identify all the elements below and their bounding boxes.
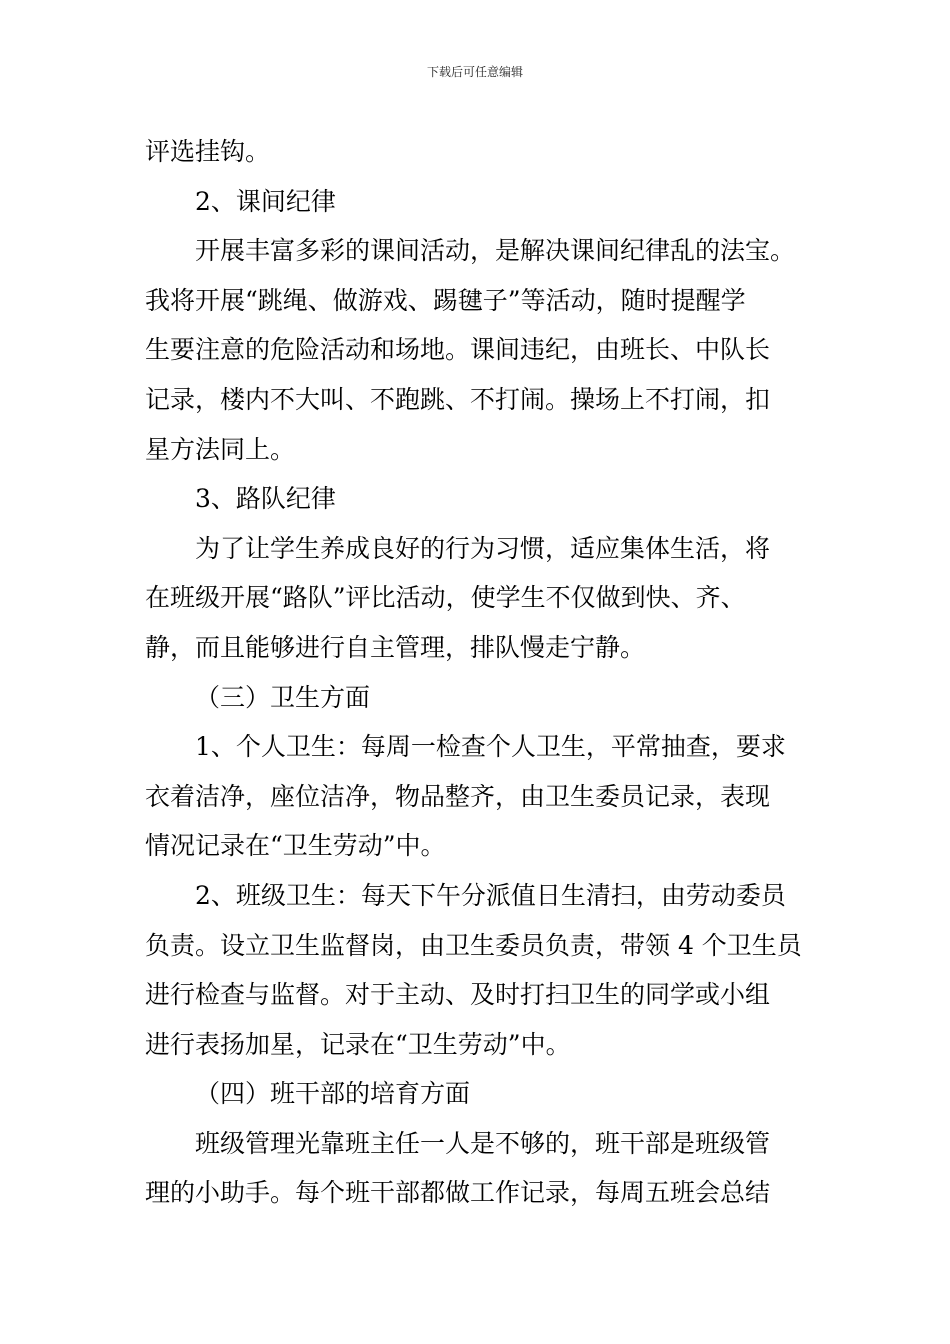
page-header: 下载后可任意编辑 [426, 65, 523, 79]
text-line: 开展丰富多彩的课间活动，是解决课间纪律乱的法宝。 [195, 236, 796, 266]
text-line: 在班级开展“路队”评比活动，使学生不仅做到快、齐、 [145, 583, 746, 613]
text-line: 班级管理光靠班主任一人是不够的，班干部是班级管 [195, 1128, 771, 1158]
text-line: 评选挂钩。 [145, 137, 271, 166]
text-line: 记录，楼内不大叫、不跑跳、不打闹。操场上不打闹，扣 [145, 384, 771, 414]
text-line: 进行检查与监督。对于主动、及时打扫卫生的同学或小组 [145, 980, 771, 1010]
section-heading: 2、课间纪律 [195, 186, 336, 216]
text-line: 生要注意的危险活动和场地。课间违纪，由班长、中队长 [145, 335, 771, 365]
text-line: 星方法同上。 [145, 434, 296, 464]
section-heading: 3、路队纪律 [195, 484, 336, 514]
section-heading: （四）班干部的培育方面 [195, 1079, 471, 1109]
section-heading: （三）卫生方面 [195, 682, 371, 712]
document-body [145, 127, 825, 1218]
text-line: 1、个人卫生：每周一检查个人卫生，平常抽查，要求 [195, 732, 786, 762]
text-line: 为了让学生养成良好的行为习惯，适应集体生活，将 [195, 533, 771, 563]
text-line: 情况记录在“卫生劳动”中。 [145, 831, 446, 861]
text-line: 进行表扬加星，记录在“卫生劳动”中。 [145, 1029, 571, 1059]
text-line: 衣着洁净，座位洁净，物品整齐，由卫生委员记录，表现 [145, 781, 771, 811]
text-line: 我将开展“跳绳、做游戏、踢毽子”等活动，随时提醒学 [145, 285, 746, 315]
text-line: 理的小助手。每个班干部都做工作记录，每周五班会总结 [145, 1178, 771, 1208]
text-line: 静，而且能够进行自主管理，排队慢走宁静。 [145, 632, 646, 662]
text-line: 2、班级卫生：每天下午分派值日生清扫，由劳动委员 [195, 880, 786, 910]
text-line: 负责。设立卫生监督岗，由卫生委员负责，带领 4 个卫生员 [145, 930, 802, 960]
